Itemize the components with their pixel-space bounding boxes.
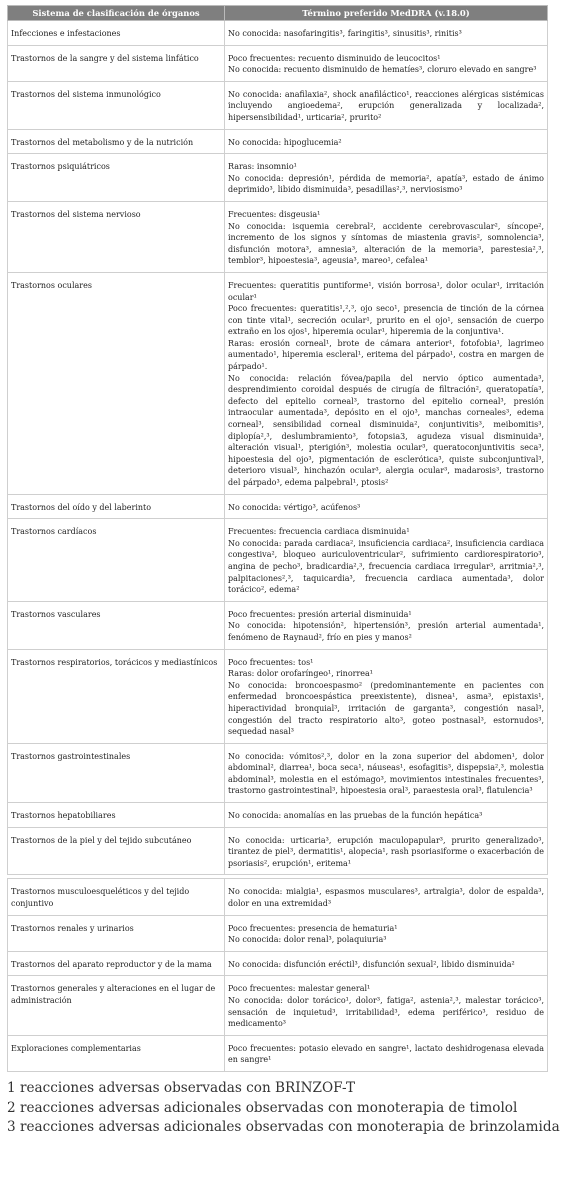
meddra-terms-cell [225, 976, 548, 1035]
table-row [8, 803, 548, 828]
meddra-terms-cell [225, 154, 548, 202]
term-line: No conocida: relación fóvea/papila del nervio óptico aumentada³, desprendimiento coroidal después de cirugía de filtración², queratopatía³, defecto del epitelio corneal³, trastorno del epitelio corneal³, presión intraocular aumentada³, depósito en el ojo³, manchas corneales³, edema corneal³, sensibilidad corneal disminuida², conjuntivitis³, meibomitis³, diplopía²,³, deslumbramiento³, fotopsia3, agudeza visual disminuida³, alteración visual¹, pterigión³, molestia ocular³, queratoconjuntivitis seca³, hipoestesia del ojo³, pigmentación de esclerótica³, quiste subconjuntival³, deterioro visual³, hinchazón ocular³, alergia ocular³, madarosis³, trastorno del párpado³, edema palpebral¹, ptosis² [228, 373, 544, 487]
table-row [8, 154, 548, 202]
table-row [8, 743, 548, 802]
footnote-1: 1 reacciones adversas observadas con BRINZOF-T [7, 1080, 356, 1096]
meddra-terms-cell [225, 951, 548, 976]
term-line: No conocida: urticaria³, erupción maculopapular³, prurito generalizado³, tirantez de piel³, dermatitis¹, alopecia¹, rash psoriasiforme o exacerbación de psoriasis², erupción¹, eritema¹ [228, 835, 544, 868]
organ-class-cell: Infecciones e infestaciones [8, 21, 225, 46]
header-meddra-term: Término preferido MedDRA (v.18.0) [225, 6, 548, 21]
table-row [8, 272, 548, 494]
term-line: Poco frecuentes: queratitis¹,²,³, ojo seco¹, presencia de tinción de la córnea con tinte vital¹, secreción ocular¹, prurito en el ojo¹, sensación de cuerpo extraño en los ojos¹, hiperemia ocular¹, hiperemia de la conjuntiva¹. [228, 304, 544, 337]
term-line: No conocida: isquemia cerebral², accidente cerebrovascular², síncope², incremento de los signos y síntomas de miastenia gravis², somnolencia³, disfunción motora³, amnesia³, alteración de la memoria³, parestesia²,³, temblor³, hipoestesia³, ageusia³, mareo¹, cefalea¹ [228, 221, 544, 266]
term-line: No conocida: vértigo³, acúfenos³ [228, 502, 361, 512]
meddra-terms-cell [225, 45, 548, 81]
table-row [8, 951, 548, 976]
meddra-terms-cell [225, 915, 548, 951]
term-line: No conocida: hipotensión², hipertensión³, presión arterial aumentada¹, fenómeno de Raynaud², frío en pies y manos² [228, 621, 544, 642]
meddra-terms-cell [225, 129, 548, 154]
term-line: Frecuentes: queratitis puntiforme¹, visión borrosa¹, dolor ocular¹, irritación ocular¹ [228, 280, 544, 302]
adverse-reactions-table [7, 5, 548, 1072]
table-row [8, 494, 548, 519]
meddra-terms-cell [225, 519, 548, 602]
term-line: Raras: dolor orofaríngeo¹, rinorrea¹ [228, 669, 373, 679]
table-body [8, 21, 548, 1072]
organ-class-cell: Trastornos generales y alteraciones en el lugar de administración [8, 976, 225, 1035]
meddra-terms-cell [225, 827, 548, 875]
term-line: Poco frecuentes: presión arterial disminuida¹ [228, 609, 412, 619]
meddra-terms-cell [225, 494, 548, 519]
term-line: No conocida: anomalías en las pruebas de la función hepática³ [228, 811, 483, 821]
table-row [8, 976, 548, 1035]
term-line: No conocida: broncoespasmo² (predominantemente en pacientes con enfermedad broncoespástica preexistente), disnea¹, asma³, epistaxis¹, hiperactividad bronquial³, irritación de garganta³, congestión nasal³, congestión del tracto respiratorio alto³, goteo postnasal³, estornudos³, sequedad nasal³ [228, 680, 544, 737]
organ-class-cell: Trastornos oculares [8, 272, 225, 494]
table-row [8, 649, 548, 743]
footnote-2: 2 reacciones adversas adicionales observadas con monoterapia de timolol [7, 1099, 518, 1116]
organ-class-cell: Trastornos psiquiátricos [8, 154, 225, 202]
organ-class-cell: Trastornos del oído y del laberinto [8, 494, 225, 519]
table-row [8, 601, 548, 649]
organ-class-cell: Trastornos cardíacos [8, 519, 225, 602]
meddra-terms-cell [225, 21, 548, 46]
meddra-terms-cell [225, 1035, 548, 1071]
meddra-terms-cell [225, 649, 548, 743]
meddra-terms-cell [225, 601, 548, 649]
table-row [8, 1035, 548, 1071]
footnotes [7, 1079, 567, 1138]
organ-class-cell: Trastornos de la piel y del tejido subcutáneo [8, 827, 225, 875]
term-line: No conocida: vómitos²,³, dolor en la zona superior del abdomen¹, dolor abdominal², diarrea¹, boca seca¹, náuseas¹, esofagitis³, dispepsia²,³, molestia abdominal³, molestia en el estómago³, movimientos intestinales frecuentes³, trastorno gastrointestinal³, hipoestesia oral³, paraestesia oral³, flatulencia³ [228, 751, 544, 796]
adverse-reactions-table-container [7, 5, 547, 1072]
term-line: No conocida: hipoglucemia² [228, 137, 342, 147]
organ-class-cell: Trastornos respiratorios, torácicos y mediastínicos [8, 649, 225, 743]
table-row [8, 81, 548, 129]
term-line: Poco frecuentes: presencia de hematuria¹ [228, 923, 398, 933]
term-line: Poco frecuentes: recuento disminuido de leucocitos¹ [228, 53, 441, 63]
term-line: No conocida: dolor renal³, polaquiuria³ [228, 935, 387, 945]
table-row [8, 201, 548, 272]
term-line: Frecuentes: frecuencia cardiaca disminuida¹ [228, 527, 410, 537]
table-row [8, 915, 548, 951]
term-line: Poco frecuentes: potasio elevado en sangre¹, lactato deshidrogenasa elevada en sangre¹ [228, 1043, 544, 1065]
table-row [8, 827, 548, 875]
organ-class-cell: Trastornos musculoesqueléticos y del tejido conjuntivo [8, 879, 225, 915]
term-line: No conocida: depresión¹, pérdida de memoria², apatía³, estado de ánimo deprimido³, libido disminuida³, pesadillas²,³, nerviosismo³ [228, 173, 544, 195]
term-line: Poco frecuentes: tos¹ [228, 657, 314, 667]
table-row [8, 879, 548, 915]
term-line: No conocida: anafilaxia², shock anafiláctico¹, reacciones alérgicas sistémicas incluyendo angioedema², erupción generalizada y localizada², hipersensibilidad¹, urticaria², prurito² [228, 89, 544, 122]
table-row [8, 129, 548, 154]
table-row [8, 21, 548, 46]
organ-class-cell: Trastornos de la sangre y del sistema linfático [8, 45, 225, 81]
meddra-terms-cell [225, 81, 548, 129]
term-line: Raras: erosión corneal¹, brote de cámara anterior¹, fotofobia¹, lagrimeo aumentado¹, hiperemia escleral¹, eritema del párpado¹, costra en margen de párpado¹. [228, 338, 544, 372]
organ-class-cell: Trastornos del sistema nervioso [8, 201, 225, 272]
table-row [8, 45, 548, 81]
organ-class-cell: Trastornos del sistema inmunológico [8, 81, 225, 129]
organ-class-cell: Trastornos gastrointestinales [8, 743, 225, 802]
meddra-terms-cell [225, 803, 548, 828]
term-line: No conocida: recuento disminuido de hematíes³, cloruro elevado en sangre³ [228, 65, 537, 75]
meddra-terms-cell [225, 743, 548, 802]
table-header-row [8, 6, 548, 21]
term-line: No conocida: disfunción eréctil³, disfunción sexual², libido disminuida² [228, 959, 515, 969]
term-line: No conocida: nasofaringitis³, faringitis³, sinusitis³, rinitis³ [228, 29, 462, 38]
term-line: No conocida: dolor torácico¹, dolor³, fatiga², astenia²,³, malestar torácico³, sensación de inquietud³, irritabilidad³, edema periférico³, residuo de medicamento³ [228, 996, 544, 1029]
organ-class-cell: Trastornos renales y urinarios [8, 915, 225, 951]
term-line: Poco frecuentes: malestar general¹ [228, 984, 371, 994]
meddra-terms-cell [225, 879, 548, 915]
meddra-terms-cell [225, 272, 548, 494]
term-line: No conocida: parada cardiaca², insuficiencia cardiaca², insuficiencia cardiaca congestiva², bloqueo auriculoventricular², sufrimiento cardiorespiratorio³, angina de pecho³, bradicardia²,³, frecuencia cardiaca irregular³, arritmia²,³, palpitaciones²,³, taquicardia³, frecuencia cardiaca aumentada³, dolor torácico², edema² [228, 538, 544, 595]
term-line: No conocida: mialgia¹, espasmos musculares³, artralgia³, dolor de espalda³, dolor en una extremidad³ [228, 887, 544, 909]
organ-class-cell: Trastornos hepatobiliares [8, 803, 225, 828]
footnote-3: 3 reacciones adversas adicionales observadas con monoterapia de brinzolamida [7, 1119, 560, 1136]
header-organ-class: Sistema de clasificación de órganos [8, 6, 225, 21]
term-line: Frecuentes: disgeusia¹ [228, 209, 321, 219]
organ-class-cell: Exploraciones complementarias [8, 1035, 225, 1071]
organ-class-cell: Trastornos vasculares [8, 601, 225, 649]
meddra-terms-cell [225, 201, 548, 272]
term-line: Raras: insomnio¹ [228, 162, 297, 172]
table-row [8, 519, 548, 602]
organ-class-cell: Trastornos del aparato reproductor y de la mama [8, 951, 225, 976]
organ-class-cell: Trastornos del metabolismo y de la nutrición [8, 129, 225, 154]
